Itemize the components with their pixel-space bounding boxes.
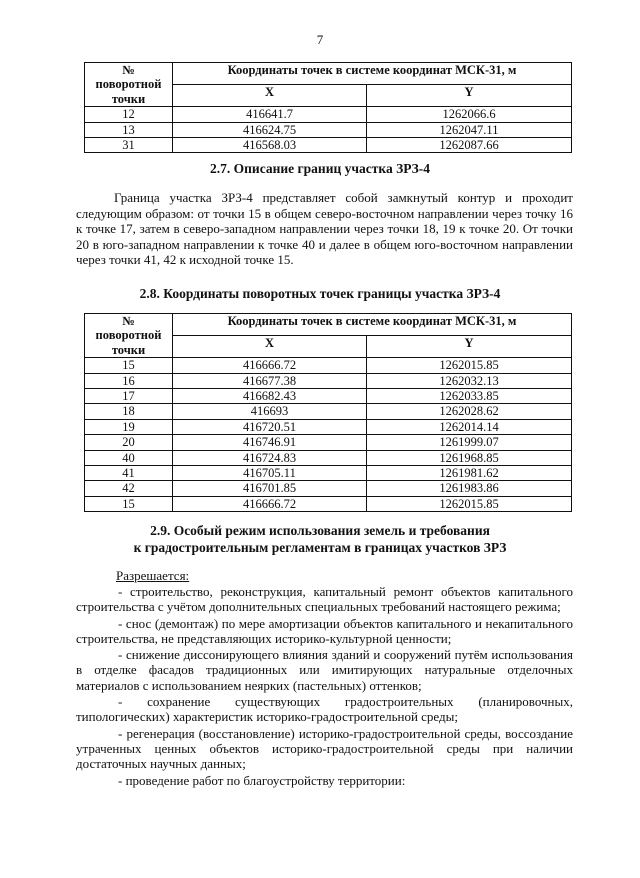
- list-item: - снижение диссонирующего влияния зданий и сооружений путём использования в отделке фасадов традиционных или имитирующих натуральные отделочных материалов с использованием неярких (пастельных) оттенков;: [76, 647, 573, 693]
- x-cell: 416666.72: [173, 496, 367, 511]
- section-2-8-title: 2.8. Координаты поворотных точек границы участка ЗРЗ-4: [139, 286, 501, 301]
- coords-header: Координаты точек в системе координат МСК-31, м: [173, 314, 572, 336]
- list-item: - регенерация (восстановление) историко-градостроительной среды, воссоздание утраченных ценных объектов историко-градостроительной среды при наличии достаточных научных данных;: [76, 725, 573, 772]
- table-row: [85, 122, 572, 137]
- x-cell: 416693: [173, 404, 367, 419]
- x-header: X: [173, 85, 367, 107]
- list-item: - строительство, реконструкция, капитальный ремонт объектов капитального строительства с учётом дополнительных специальных требований настоящего режима;: [76, 584, 573, 615]
- list-item: - проведение работ по благоустройству территории:: [118, 772, 406, 788]
- section-2-9-title: [0, 522, 640, 556]
- x-cell: 416682.43: [173, 389, 367, 404]
- coordinates-table-2: [84, 313, 572, 512]
- section-2-9-title-line1: 2.9. Особый режим использования земель и требования: [150, 523, 490, 538]
- y-cell: 1261999.07: [367, 435, 572, 450]
- table-row: [85, 404, 572, 419]
- y-cell: 1262014.14: [367, 419, 572, 434]
- table-row: [85, 466, 572, 481]
- table-row: [85, 496, 572, 511]
- y-cell: 1262028.62: [367, 404, 572, 419]
- section-2-7-text: [76, 190, 573, 268]
- permitted-label: Разрешается:: [116, 568, 190, 583]
- point-cell: 18: [85, 404, 173, 419]
- y-cell: 1262015.85: [367, 358, 572, 373]
- x-header: X: [173, 336, 367, 358]
- y-header: Y: [367, 336, 572, 358]
- point-header: № поворотной точки: [85, 63, 173, 107]
- section-2-7-title: 2.7. Описание границ участка ЗРЗ-4: [210, 161, 430, 176]
- y-cell: 1262033.85: [367, 389, 572, 404]
- table-row: [85, 138, 572, 153]
- x-cell: 416724.83: [173, 450, 367, 465]
- x-cell: 416701.85: [173, 481, 367, 496]
- x-cell: 416624.75: [173, 122, 367, 137]
- x-cell: 416705.11: [173, 466, 367, 481]
- list-item: - снос (демонтаж) по мере амортизации объектов капитального и некапитального строительства, не представляющих историко-культурной ценности;: [76, 615, 573, 646]
- point-cell: 16: [85, 373, 173, 388]
- point-cell: 20: [85, 435, 173, 450]
- list-item: - сохранение существующих градостроительных (планировочных, типологических) характеристик историко-градостроительной среды;: [76, 694, 573, 725]
- section-2-9-title-line2: к градостроительным регламентам в границах участков ЗРЗ: [133, 540, 507, 555]
- point-cell: 12: [85, 107, 173, 122]
- page-number: 7: [316, 32, 324, 47]
- y-cell: 1261983.86: [367, 481, 572, 496]
- y-cell: 1262066.6: [367, 107, 572, 122]
- coords-header: Координаты точек в системе координат МСК-31, м: [173, 63, 572, 85]
- point-cell: 19: [85, 419, 173, 434]
- permitted-list: [76, 584, 573, 789]
- point-cell: 15: [85, 496, 173, 511]
- table-row: [85, 419, 572, 434]
- point-cell: 41: [85, 466, 173, 481]
- y-cell: 1262047.11: [367, 122, 572, 137]
- table-row: [85, 389, 572, 404]
- table-row: [85, 358, 572, 373]
- point-cell: 13: [85, 122, 173, 137]
- y-cell: 1261981.62: [367, 466, 572, 481]
- y-header: Y: [367, 85, 572, 107]
- y-cell: 1262015.85: [367, 496, 572, 511]
- point-header: № поворотной точки: [85, 314, 173, 358]
- point-cell: 42: [85, 481, 173, 496]
- point-cell: 17: [85, 389, 173, 404]
- table-row: [85, 481, 572, 496]
- x-cell: 416666.72: [173, 358, 367, 373]
- y-cell: 1262032.13: [367, 373, 572, 388]
- x-cell: 416677.38: [173, 373, 367, 388]
- y-cell: 1261968.85: [367, 450, 572, 465]
- coordinates-table-1: [84, 62, 572, 153]
- table-row: [85, 373, 572, 388]
- table-row: [85, 107, 572, 122]
- x-cell: 416720.51: [173, 419, 367, 434]
- point-cell: 31: [85, 138, 173, 153]
- point-cell: 40: [85, 450, 173, 465]
- x-cell: 416641.7: [173, 107, 367, 122]
- table-row: [85, 450, 572, 465]
- x-cell: 416746.91: [173, 435, 367, 450]
- section-2-7-body: Граница участка ЗРЗ-4 представляет собой замкнутый контур и проходит следующим образом: от точки 15 в общем северо-восточном направлении через точку 16 к точке 17, затем в северо-западном направлении через точки 18, 19 к точке 20. От точки 20 в юго-западном направлении к точке 40 и далее в общем юго-восточном направлении через точки 41, 42 к исходной точке 15.: [76, 190, 573, 267]
- y-cell: 1262087.66: [367, 138, 572, 153]
- point-cell: 15: [85, 358, 173, 373]
- table-row: [85, 435, 572, 450]
- x-cell: 416568.03: [173, 138, 367, 153]
